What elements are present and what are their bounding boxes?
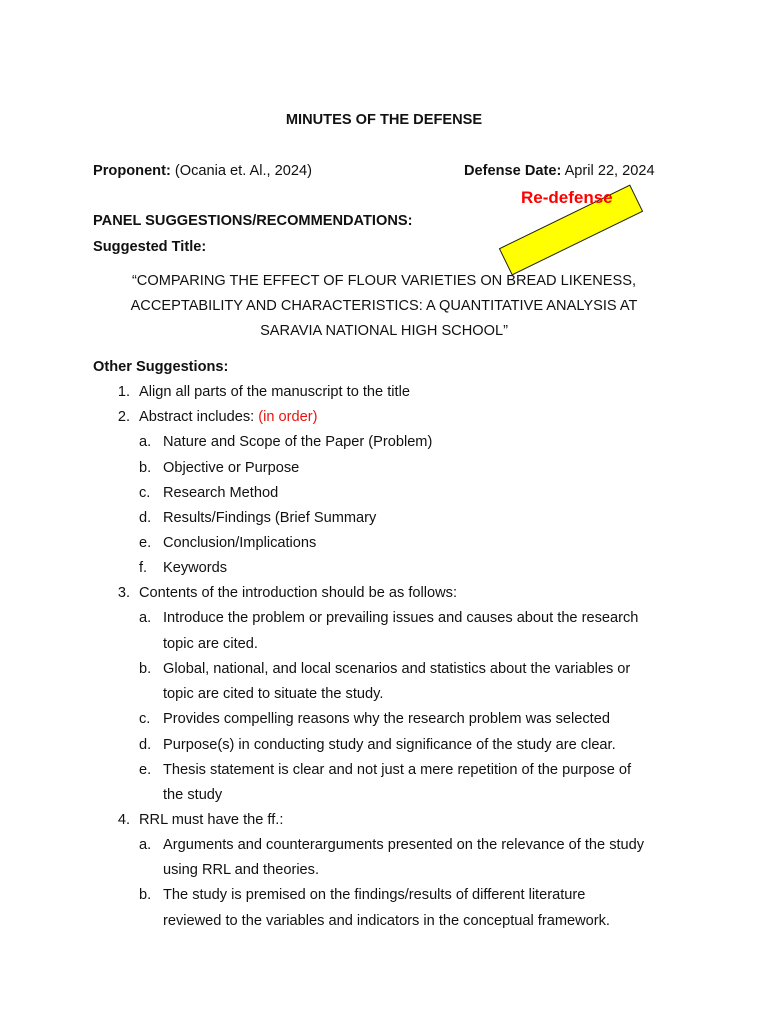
list-item: RRL must have the ff.: bbox=[139, 812, 284, 828]
list-item bbox=[139, 409, 317, 425]
sub-item-letter: f. bbox=[139, 560, 148, 576]
other-suggestions-label: Other Suggestions: bbox=[93, 359, 229, 375]
sub-item-letter: e. bbox=[139, 762, 152, 778]
sub-item-letter: c. bbox=[139, 711, 151, 727]
sub-item-line: Introduce the problem or prevailing issues and causes about the research bbox=[163, 610, 639, 626]
sub-item-letter: d. bbox=[139, 737, 152, 753]
sub-item-line: The study is premised on the findings/results of different literature bbox=[163, 887, 586, 903]
item-number: 1. bbox=[117, 384, 130, 400]
sub-item-letter: b. bbox=[139, 887, 152, 903]
in-order-note: (in order) bbox=[258, 409, 318, 425]
defense-date-value: April 22, 2024 bbox=[564, 163, 655, 179]
sub-item: Results/Findings (Brief Summary bbox=[163, 510, 377, 526]
suggested-title-line-1: “COMPARING THE EFFECT OF FLOUR VARIETIES ON BREAD LIKENESS, bbox=[131, 273, 637, 289]
item-number: 2. bbox=[117, 409, 130, 425]
panel-heading: PANEL SUGGESTIONS/RECOMMENDATIONS: bbox=[93, 213, 413, 229]
sub-item-line: Arguments and counterarguments presented on the relevance of the study bbox=[163, 837, 645, 853]
suggested-title-line-3: SARAVIA NATIONAL HIGH SCHOOL” bbox=[260, 323, 508, 339]
proponent-label: Proponent: bbox=[93, 163, 171, 179]
sub-item-letter: a. bbox=[139, 610, 152, 626]
sub-item: Keywords bbox=[163, 560, 228, 576]
list-item: Align all parts of the manuscript to the title bbox=[139, 384, 410, 400]
sub-item: Research Method bbox=[163, 485, 279, 501]
sub-item: Conclusion/Implications bbox=[163, 535, 317, 551]
sub-item-letter: a. bbox=[139, 434, 152, 450]
sub-item-line: Thesis statement is clear and not just a mere repetition of the purpose of bbox=[163, 762, 632, 778]
suggested-title-label: Suggested Title: bbox=[93, 239, 207, 255]
sub-item-letter: b. bbox=[139, 661, 152, 677]
proponent-line bbox=[93, 163, 312, 179]
defense-date-label: Defense Date: bbox=[464, 163, 562, 179]
sub-item-letter: b. bbox=[139, 460, 152, 476]
item-number: 3. bbox=[117, 585, 130, 601]
sub-item-line: Global, national, and local scenarios and statistics about the variables or bbox=[163, 661, 631, 677]
sub-item: Nature and Scope of the Paper (Problem) bbox=[163, 434, 433, 450]
sub-item-line: topic are cited to situate the study. bbox=[163, 686, 384, 702]
sub-item-letter: d. bbox=[139, 510, 152, 526]
document-title: MINUTES OF THE DEFENSE bbox=[285, 112, 483, 128]
sub-item: Objective or Purpose bbox=[163, 460, 300, 476]
proponent-value: (Ocania et. Al., 2024) bbox=[174, 163, 312, 179]
sub-item-line: reviewed to the variables and indicators in the conceptual framework. bbox=[163, 913, 610, 929]
list-item: Contents of the introduction should be as follows: bbox=[139, 585, 458, 601]
list-item-text: Abstract includes: bbox=[139, 409, 259, 425]
sub-item: Provides compelling reasons why the research problem was selected bbox=[163, 711, 610, 727]
sub-item-letter: e. bbox=[139, 535, 152, 551]
sub-item-letter: a. bbox=[139, 837, 152, 853]
suggested-title-line-2: ACCEPTABILITY AND CHARACTERISTICS: A QUANTITATIVE ANALYSIS AT bbox=[130, 298, 638, 314]
defense-date-line bbox=[464, 163, 655, 179]
sub-item: Purpose(s) in conducting study and significance of the study are clear. bbox=[163, 737, 616, 753]
sticky-note-label: Re-defense bbox=[521, 188, 613, 207]
sub-item-line: the study bbox=[163, 787, 223, 803]
sub-item-line: topic are cited. bbox=[163, 636, 258, 652]
sub-item-line: using RRL and theories. bbox=[163, 862, 320, 878]
sub-item-letter: c. bbox=[139, 485, 151, 501]
item-number: 4. bbox=[117, 812, 130, 828]
